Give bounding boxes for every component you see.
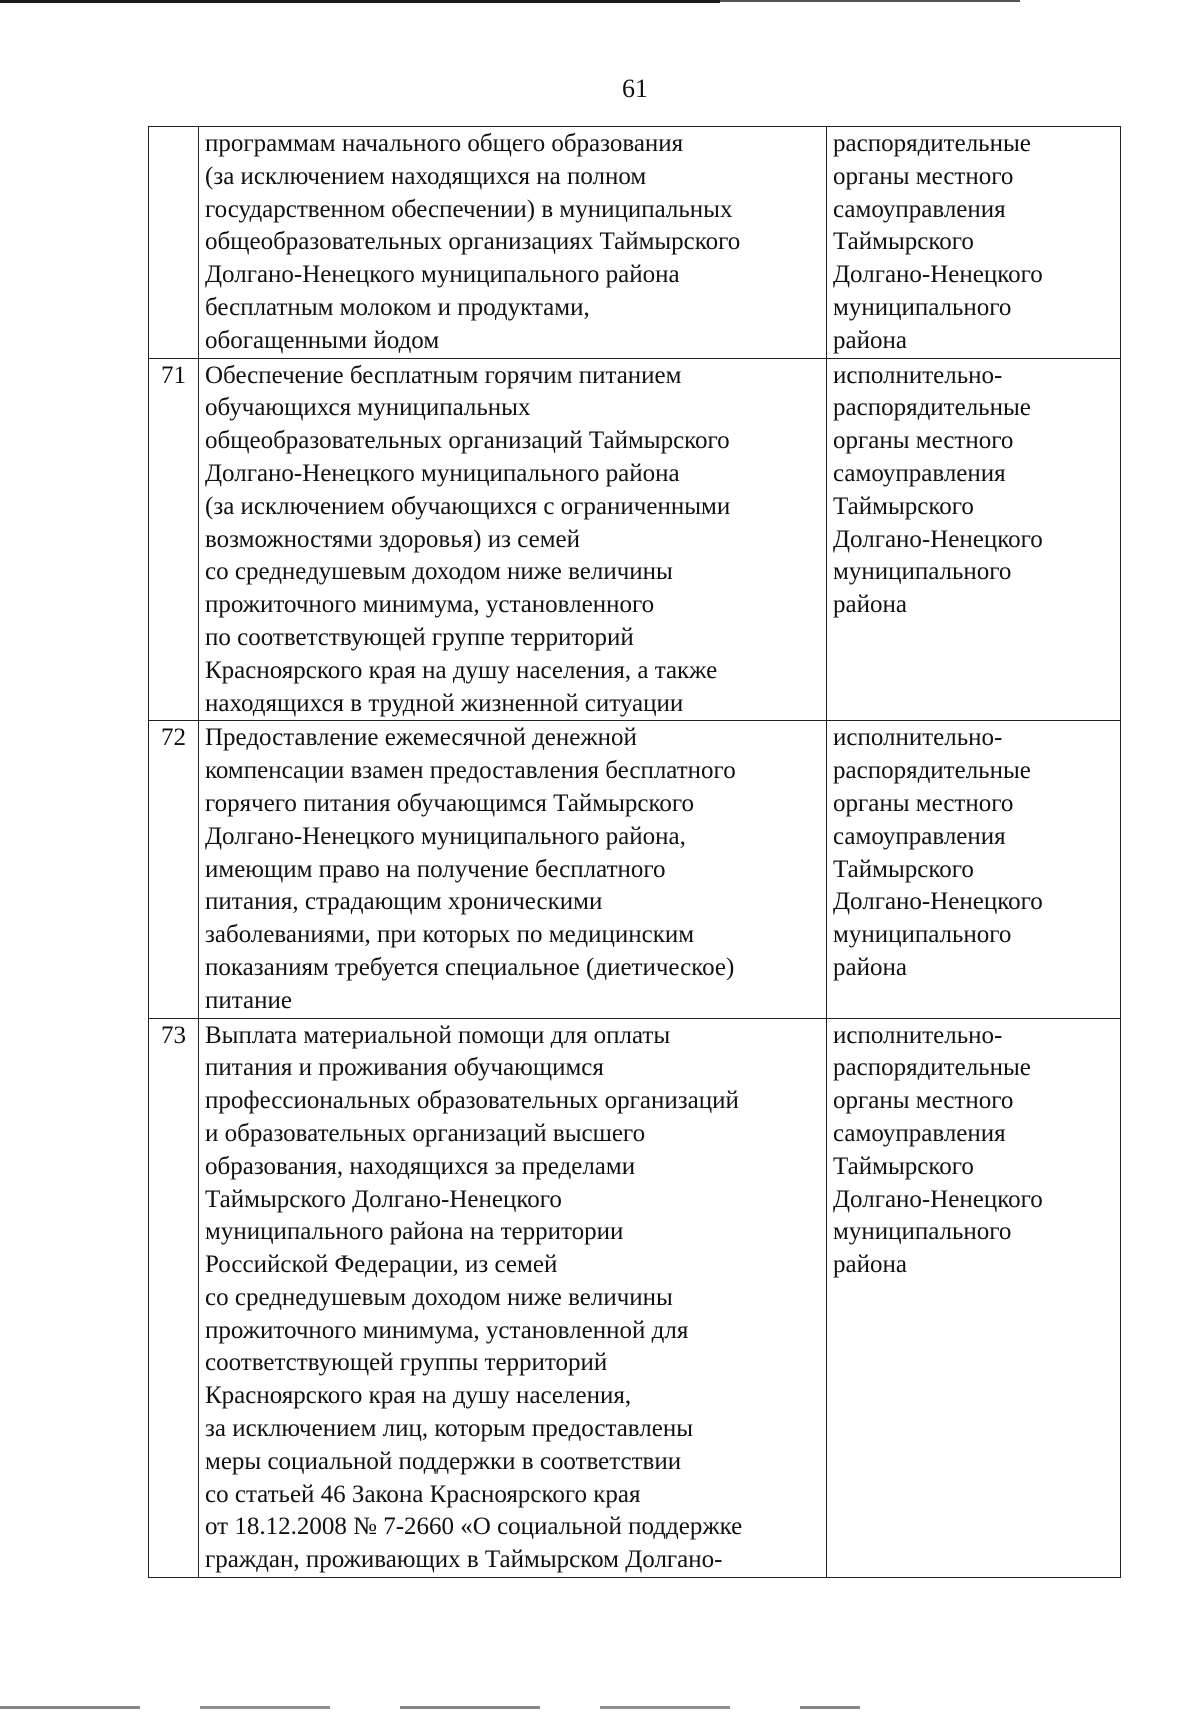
responsible-line: района — [833, 591, 907, 619]
description-line: (за исключением обучающихся с ограниченными — [205, 492, 731, 520]
description-line: показаниям требуется специальное (диетическое) — [205, 953, 735, 981]
description-line: заболеваниями, при которых по медицинским — [205, 921, 695, 949]
description-line: имеющим право на получение бесплатного — [205, 855, 666, 883]
responsible-line: Долгано-Ненецкого — [833, 525, 1043, 553]
description-line: компенсации взамен предоставления бесплатного — [205, 757, 736, 785]
responsible-line: Долгано-Ненецкого — [833, 888, 1043, 916]
description-line: по соответствующей группе территорий — [205, 623, 634, 651]
responsible-line: Таймырского — [833, 855, 974, 883]
description-line: питание — [205, 986, 292, 1014]
responsible-line: исполнительно- — [833, 1021, 1003, 1049]
responsible-line: Таймырского — [833, 492, 974, 520]
description-line: за исключением лиц, которым предоставлены — [205, 1415, 694, 1443]
scan-edge-top — [0, 0, 720, 3]
responsible-line: распорядительные — [833, 757, 1031, 785]
description-line: Долгано-Ненецкого муниципального района — [205, 459, 680, 487]
responsible-line: муниципального — [833, 921, 1012, 949]
description-line: со статьей 46 Закона Красноярского края — [205, 1480, 641, 1508]
responsible-line: самоуправления — [833, 822, 1006, 850]
responsible-body — [827, 358, 1121, 721]
table-row — [149, 127, 1121, 359]
description-line: соответствующей группы территорий — [205, 1349, 608, 1377]
scan-edge-top-faint — [720, 0, 1020, 2]
description-line: от 18.12.2008 № 7-2660 «О социальной поддержке — [205, 1513, 743, 1541]
responsible-line: Долгано-Ненецкого — [833, 261, 1043, 289]
responsible-line: распорядительные — [833, 130, 1031, 157]
row-number — [149, 127, 199, 359]
responsible-line: Таймырского — [833, 228, 974, 256]
description-line: находящихся в трудной жизненной ситуации — [205, 689, 684, 717]
description-line: муниципального района на территории — [205, 1218, 624, 1246]
responsible-line: органы местного — [833, 789, 1014, 817]
description-line: со среднедушевым доходом ниже величины — [205, 1283, 673, 1311]
description-line: профессиональных образовательных организаций — [205, 1087, 739, 1115]
description-line: Красноярского края на душу населения, — [205, 1382, 632, 1410]
responsible-line: распорядительные — [833, 394, 1031, 422]
table-row — [149, 1018, 1121, 1578]
measures-table — [148, 126, 1121, 1578]
responsible-line: самоуправления — [833, 195, 1006, 223]
description-line: обучающихся муниципальных — [205, 394, 531, 422]
measure-description — [199, 358, 827, 721]
description-line: (за исключением находящихся на полном — [205, 162, 647, 190]
description-line: горячего питания обучающимся Таймырского — [205, 789, 695, 817]
responsible-line: самоуправления — [833, 459, 1006, 487]
description-line: образования, находящихся за пределами — [205, 1152, 636, 1180]
description-line: питания и проживания обучающимся — [205, 1054, 604, 1082]
description-line: общеобразовательных организациях Таймырского — [205, 228, 741, 256]
description-line: общеобразовательных организаций Таймырского — [205, 427, 730, 455]
table-row — [149, 721, 1121, 1018]
measures-table-body — [149, 127, 1121, 1578]
description-line: обогащенными йодом — [205, 326, 440, 354]
responsible-body — [827, 721, 1121, 1018]
responsible-line: муниципального — [833, 558, 1012, 586]
description-line: программам начального общего образования — [205, 130, 684, 157]
description-line: бесплатным молоком и продуктами, — [205, 293, 590, 321]
responsible-line: органы местного — [833, 1087, 1014, 1115]
measure-description — [199, 127, 827, 359]
responsible-line: распорядительные — [833, 1054, 1031, 1082]
description-line: питания, страдающим хроническими — [205, 888, 603, 916]
responsible-line: района — [833, 953, 907, 981]
description-line: Выплата материальной помощи для оплаты — [205, 1021, 671, 1049]
description-line: возможностями здоровья) из семей — [205, 525, 580, 553]
description-line: Предоставление ежемесячной денежной — [205, 724, 637, 752]
responsible-line: муниципального — [833, 293, 1012, 321]
responsible-line: Долгано-Ненецкого — [833, 1185, 1043, 1213]
measure-description — [199, 721, 827, 1018]
responsible-line: исполнительно- — [833, 361, 1003, 389]
description-line: Долгано-Ненецкого муниципального района, — [205, 822, 686, 850]
responsible-line: самоуправления — [833, 1119, 1006, 1147]
responsible-line: района — [833, 326, 907, 354]
responsible-body — [827, 1018, 1121, 1578]
description-line: Красноярского края на душу населения, а также — [205, 656, 718, 684]
responsible-line: исполнительно- — [833, 724, 1003, 752]
responsible-line: Таймырского — [833, 1152, 974, 1180]
responsible-line: района — [833, 1251, 907, 1279]
responsible-body — [827, 127, 1121, 359]
responsible-line: органы местного — [833, 427, 1014, 455]
description-line: прожиточного минимума, установленной для — [205, 1316, 689, 1344]
description-line: и образовательных организаций высшего — [205, 1119, 646, 1147]
description-line: меры социальной поддержки в соответствии — [205, 1447, 682, 1475]
table-row — [149, 358, 1121, 721]
description-line: Таймырского Долгано-Ненецкого — [205, 1185, 562, 1213]
row-number: 71 — [149, 358, 199, 721]
description-line: прожиточного минимума, установленного — [205, 591, 655, 619]
description-line: Долгано-Ненецкого муниципального района — [205, 261, 680, 289]
responsible-line: муниципального — [833, 1218, 1012, 1246]
description-line: государственном обеспечении) в муниципальных — [205, 195, 733, 223]
row-number: 73 — [149, 1018, 199, 1578]
description-line: граждан, проживающих в Таймырском Долгано- — [205, 1546, 723, 1574]
description-line: Обеспечение бесплатным горячим питанием — [205, 361, 682, 389]
description-line: Российской Федерации, из семей — [205, 1251, 558, 1279]
measure-description — [199, 1018, 827, 1578]
row-number: 72 — [149, 721, 199, 1018]
scan-edge-bottom — [0, 1706, 860, 1709]
responsible-line: органы местного — [833, 162, 1014, 190]
page-number: 61 — [622, 74, 648, 103]
description-line: со среднедушевым доходом ниже величины — [205, 558, 673, 586]
